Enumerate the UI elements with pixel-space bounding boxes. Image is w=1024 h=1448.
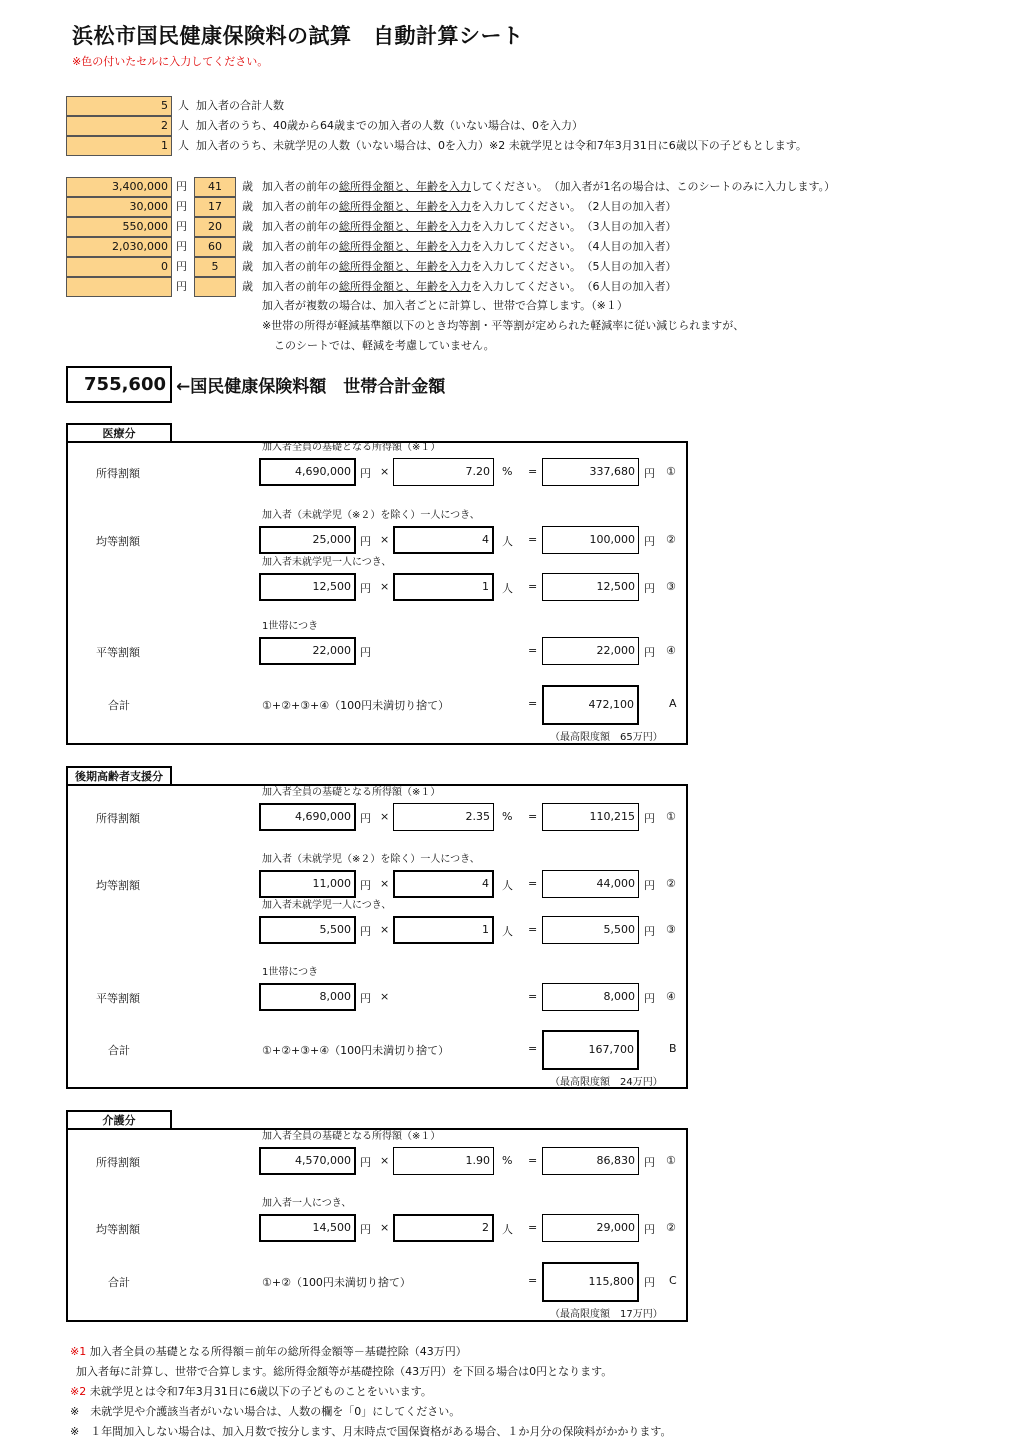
equals-sign: = — [528, 1221, 538, 1234]
unit-amount-value: 5,500 — [259, 916, 356, 944]
person-unit: 人 — [502, 1223, 513, 1236]
age-input[interactable]: 60 — [194, 237, 236, 257]
equal-row-label: 均等割額 — [96, 1223, 140, 1236]
income-row-label: 所得割額 — [96, 467, 140, 480]
equals-sign: = — [528, 697, 538, 710]
yen-unit: 円 — [644, 535, 655, 548]
income-input[interactable]: 0 — [66, 257, 172, 277]
circled-number: ① — [666, 465, 676, 478]
footnote-3: ※ 未就学児や介護該当者がいない場合は、人数の欄を「0」にしてください。 — [70, 1405, 461, 1418]
page-title: 浜松市国民健康保険料の試算 自動計算シート — [72, 24, 524, 48]
member-instruction — [262, 197, 677, 217]
count-label: 加入者の合計人数 — [196, 99, 284, 112]
per-household-note: 1世帯につき — [262, 967, 319, 978]
total-letter: B — [669, 1042, 677, 1055]
yen-unit: 円 — [176, 240, 187, 253]
circled-number: ① — [666, 810, 676, 823]
section-tab-elderly: 後期高齢者支援分 — [66, 766, 172, 786]
footnote-1-mark: ※1 — [70, 1345, 87, 1358]
row-note: 加入者（未就学児（※２）を除く）一人につき、 — [262, 854, 480, 865]
income-input[interactable]: 3,400,000 — [66, 177, 172, 197]
yen-unit: 円 — [360, 992, 371, 1005]
equals-sign: = — [528, 923, 538, 936]
sum-formula: ①+②+③+④（100円未満切り捨て） — [262, 1044, 450, 1057]
yen-unit: 円 — [644, 992, 655, 1005]
percent-sign: % — [502, 465, 513, 478]
income-base-value: 4,690,000 — [259, 458, 356, 486]
income-result-value: 337,680 — [542, 458, 639, 486]
yen-unit: 円 — [644, 582, 655, 595]
instruction-part: 加入者の前年の — [262, 240, 339, 253]
rate-value: 1.90 — [393, 1147, 494, 1175]
yen-unit: 円 — [644, 1276, 655, 1289]
flat-result-value: 22,000 — [542, 637, 639, 665]
member-instruction — [262, 217, 677, 237]
count-input[interactable]: 5 — [66, 96, 172, 116]
times-sign: × — [380, 877, 390, 890]
total-letter: C — [669, 1274, 677, 1287]
count-unit: 人 — [178, 139, 189, 152]
flat-amount-value: 8,000 — [259, 983, 356, 1011]
footnote-1b: 加入者毎に計算し、世帯で合算します。総所得金額等が基礎控除（43万円）を下回る場合は0円となります。 — [76, 1365, 613, 1378]
row-note: 加入者未就学児一人につき、 — [262, 557, 392, 568]
equals-sign: = — [528, 465, 538, 478]
income-result-value: 86,830 — [542, 1147, 639, 1175]
instruction-part: を入力してください。 — [471, 280, 581, 293]
instruction-underlined: 年齢を入力 — [416, 220, 471, 233]
member-instruction — [262, 177, 835, 197]
yen-unit: 円 — [644, 467, 655, 480]
flat-amount-value: 22,000 — [259, 637, 356, 665]
per-household-note: 1世帯につき — [262, 621, 319, 632]
age-unit: 歳 — [242, 200, 253, 213]
yen-unit: 円 — [176, 220, 187, 233]
age-unit: 歳 — [242, 220, 253, 233]
yen-unit: 円 — [360, 879, 371, 892]
person-unit: 人 — [502, 879, 513, 892]
yen-unit: 円 — [176, 280, 187, 293]
flat-result-value: 8,000 — [542, 983, 639, 1011]
yen-unit: 円 — [360, 582, 371, 595]
instruction-part: してください。 — [471, 180, 548, 193]
age-input[interactable]: 5 — [194, 257, 236, 277]
yen-unit: 円 — [644, 1223, 655, 1236]
yen-unit: 円 — [360, 1156, 371, 1169]
yen-unit: 円 — [644, 646, 655, 659]
income-input[interactable] — [66, 277, 172, 297]
times-sign: × — [380, 533, 390, 546]
instruction-part: 加入者の前年の — [262, 180, 339, 193]
member-instruction — [262, 277, 677, 297]
max-limit: （最高限度額 65万円） — [550, 732, 663, 743]
instruction-part: 加入者の前年の — [262, 260, 339, 273]
circled-number: ④ — [666, 990, 676, 1003]
person-unit: 人 — [502, 925, 513, 938]
income-result-value: 110,215 — [542, 803, 639, 831]
unit-amount-value: 12,500 — [259, 573, 356, 601]
instruction-part: を入力してください。 — [471, 240, 581, 253]
age-unit: 歳 — [242, 280, 253, 293]
footnote-1 — [70, 1343, 467, 1359]
instruction-underlined: 総所得金額と、 — [339, 180, 416, 193]
row-result-value: 29,000 — [542, 1214, 639, 1242]
person-count-value: 1 — [393, 573, 494, 601]
income-row-label: 所得割額 — [96, 812, 140, 825]
grand-total-label: ←国民健康保険料額 世帯合計金額 — [176, 377, 446, 397]
instruction-part: 加入者の前年の — [262, 220, 339, 233]
yen-unit: 円 — [644, 879, 655, 892]
row-note: 加入者（未就学児（※２）を除く）一人につき、 — [262, 510, 480, 521]
sum-label: 合計 — [108, 699, 130, 712]
max-limit: （最高限度額 17万円） — [550, 1309, 663, 1320]
times-sign: × — [380, 990, 390, 1003]
member-note: （6人目の加入者） — [587, 280, 677, 293]
times-sign: × — [380, 1221, 390, 1234]
member-note: （加入者が1名の場合は、このシートのみに入力します。） — [554, 180, 836, 193]
yen-unit: 円 — [360, 646, 371, 659]
footnote-4: ※ １年間加入しない場合は、加入月数で按分します、月末時点で国保資格がある場合、１か月分の保険料がかかります。 — [70, 1425, 672, 1438]
yen-unit: 円 — [644, 1156, 655, 1169]
instruction-underlined: 年齢を入力 — [416, 200, 471, 213]
sum-formula: ①+②（100円未満切り捨て） — [262, 1276, 411, 1289]
income-row-label: 所得割額 — [96, 1156, 140, 1169]
income-input[interactable]: 550,000 — [66, 217, 172, 237]
times-sign: × — [380, 580, 390, 593]
person-count-value: 4 — [393, 870, 494, 898]
circled-number: ③ — [666, 923, 676, 936]
row-result-value: 5,500 — [542, 916, 639, 944]
age-unit: 歳 — [242, 260, 253, 273]
member-note-1: 加入者が複数の場合は、加入者ごとに計算し、世帯で合算します。（※１） — [262, 299, 628, 312]
equal-row-label: 均等割額 — [96, 879, 140, 892]
unit-amount-value: 11,000 — [259, 870, 356, 898]
member-instruction — [262, 257, 677, 277]
unit-amount-value: 14,500 — [259, 1214, 356, 1242]
age-input[interactable] — [194, 277, 236, 297]
person-unit: 人 — [502, 582, 513, 595]
footnote-1-text: 加入者全員の基礎となる所得額＝前年の総所得金額等－基礎控除（43万円） — [86, 1345, 467, 1358]
instruction-underlined: 総所得金額と、 — [339, 200, 416, 213]
row-note: 加入者一人につき、 — [262, 1198, 352, 1209]
equals-sign: = — [528, 810, 538, 823]
input-note: ※色の付いたセルに入力してください。 — [72, 55, 269, 68]
equals-sign: = — [528, 877, 538, 890]
circled-number: ④ — [666, 644, 676, 657]
unit-amount-value: 25,000 — [259, 526, 356, 554]
income-base-value: 4,570,000 — [259, 1147, 356, 1175]
grand-total-value: 755,600 — [66, 366, 172, 403]
total-letter: A — [669, 697, 677, 710]
section-total-value: 472,100 — [542, 685, 639, 725]
equals-sign: = — [528, 990, 538, 1003]
circled-number: ② — [666, 533, 676, 546]
count-label: 加入者のうち、40歳から64歳までの加入者の人数（いない場合は、0を入力） — [196, 119, 583, 132]
sum-label: 合計 — [108, 1044, 130, 1057]
footnote-2 — [70, 1383, 432, 1399]
yen-unit: 円 — [644, 812, 655, 825]
yen-unit: 円 — [176, 200, 187, 213]
yen-unit: 円 — [360, 925, 371, 938]
section-tab-care: 介護分 — [66, 1110, 172, 1130]
instruction-underlined: 年齢を入力 — [416, 180, 471, 193]
member-note: （2人目の加入者） — [587, 200, 677, 213]
member-note-2: ※世帯の所得が軽減基準額以下のとき均等割・平等割が定められた軽減率に従い減じられますが、 — [262, 319, 745, 332]
row-result-value: 12,500 — [542, 573, 639, 601]
age-unit: 歳 — [242, 180, 253, 193]
member-note-3: このシートでは、軽減を考慮していません。 — [274, 339, 495, 352]
times-sign: × — [380, 923, 390, 936]
base-income-note: 加入者全員の基礎となる所得額（※１） — [262, 787, 441, 798]
equals-sign: = — [528, 644, 538, 657]
income-input[interactable]: 2,030,000 — [66, 237, 172, 257]
max-limit: （最高限度額 24万円） — [550, 1077, 663, 1088]
times-sign: × — [380, 810, 390, 823]
circled-number: ② — [666, 1221, 676, 1234]
person-count-value: 2 — [393, 1214, 494, 1242]
count-input[interactable]: 2 — [66, 116, 172, 136]
flat-row-label: 平等割額 — [96, 646, 140, 659]
rate-value: 7.20 — [393, 458, 494, 486]
circled-number: ② — [666, 877, 676, 890]
percent-sign: % — [502, 1154, 513, 1167]
instruction-part: を入力してください。 — [471, 200, 581, 213]
equal-row-label: 均等割額 — [96, 535, 140, 548]
income-base-value: 4,690,000 — [259, 803, 356, 831]
times-sign: × — [380, 465, 390, 478]
row-result-value: 100,000 — [542, 526, 639, 554]
person-count-value: 1 — [393, 916, 494, 944]
section-total-value: 115,800 — [542, 1262, 639, 1302]
age-unit: 歳 — [242, 240, 253, 253]
yen-unit: 円 — [644, 925, 655, 938]
footnote-2-text: 未就学児とは令和7年3月31日に6歳以下の子どものことをいいます。 — [86, 1385, 432, 1398]
yen-unit: 円 — [360, 812, 371, 825]
person-count-value: 4 — [393, 526, 494, 554]
yen-unit: 円 — [360, 467, 371, 480]
yen-unit: 円 — [176, 180, 187, 193]
instruction-underlined: 総所得金額と、 — [339, 260, 416, 273]
circled-number: ① — [666, 1154, 676, 1167]
base-income-note: 加入者全員の基礎となる所得額（※１） — [262, 1131, 441, 1142]
member-note: （5人目の加入者） — [587, 260, 677, 273]
equals-sign: = — [528, 1042, 538, 1055]
rate-value: 2.35 — [393, 803, 494, 831]
yen-unit: 円 — [360, 535, 371, 548]
count-unit: 人 — [178, 99, 189, 112]
income-input[interactable]: 30,000 — [66, 197, 172, 217]
count-unit: 人 — [178, 119, 189, 132]
person-unit: 人 — [502, 535, 513, 548]
count-input[interactable]: 1 — [66, 136, 172, 156]
sum-formula: ①+②+③+④（100円未満切り捨て） — [262, 699, 450, 712]
yen-unit: 円 — [360, 1223, 371, 1236]
instruction-part: 加入者の前年の — [262, 200, 339, 213]
percent-sign: % — [502, 810, 513, 823]
member-note: （3人目の加入者） — [587, 220, 677, 233]
instruction-underlined: 年齢を入力 — [416, 260, 471, 273]
age-input[interactable]: 41 — [194, 177, 236, 197]
equals-sign: = — [528, 1274, 538, 1287]
instruction-underlined: 総所得金額と、 — [339, 240, 416, 253]
member-note: （4人目の加入者） — [587, 240, 677, 253]
section-tab-medical: 医療分 — [66, 423, 172, 443]
instruction-underlined: 年齢を入力 — [416, 240, 471, 253]
sum-label: 合計 — [108, 1276, 130, 1289]
instruction-underlined: 総所得金額と、 — [339, 280, 416, 293]
instruction-part: を入力してください。 — [471, 220, 581, 233]
times-sign: × — [380, 1154, 390, 1167]
circled-number: ③ — [666, 580, 676, 593]
equals-sign: = — [528, 533, 538, 546]
instruction-part: を入力してください。 — [471, 260, 581, 273]
section-total-value: 167,700 — [542, 1030, 639, 1070]
row-result-value: 44,000 — [542, 870, 639, 898]
equals-sign: = — [528, 1154, 538, 1167]
count-label: 加入者のうち、未就学児の人数（いない場合は、0を入力）※2 未就学児とは令和7年3月31日に6歳以下の子どもとします。 — [196, 139, 807, 152]
equals-sign: = — [528, 580, 538, 593]
row-note: 加入者未就学児一人につき、 — [262, 900, 392, 911]
instruction-part: 加入者の前年の — [262, 280, 339, 293]
footnote-2-mark: ※2 — [70, 1385, 87, 1398]
member-instruction — [262, 237, 677, 257]
instruction-underlined: 年齢を入力 — [416, 280, 471, 293]
instruction-underlined: 総所得金額と、 — [339, 220, 416, 233]
flat-row-label: 平等割額 — [96, 992, 140, 1005]
age-input[interactable]: 20 — [194, 217, 236, 237]
yen-unit: 円 — [176, 260, 187, 273]
age-input[interactable]: 17 — [194, 197, 236, 217]
base-income-note: 加入者全員の基礎となる所得額（※１） — [262, 442, 441, 453]
